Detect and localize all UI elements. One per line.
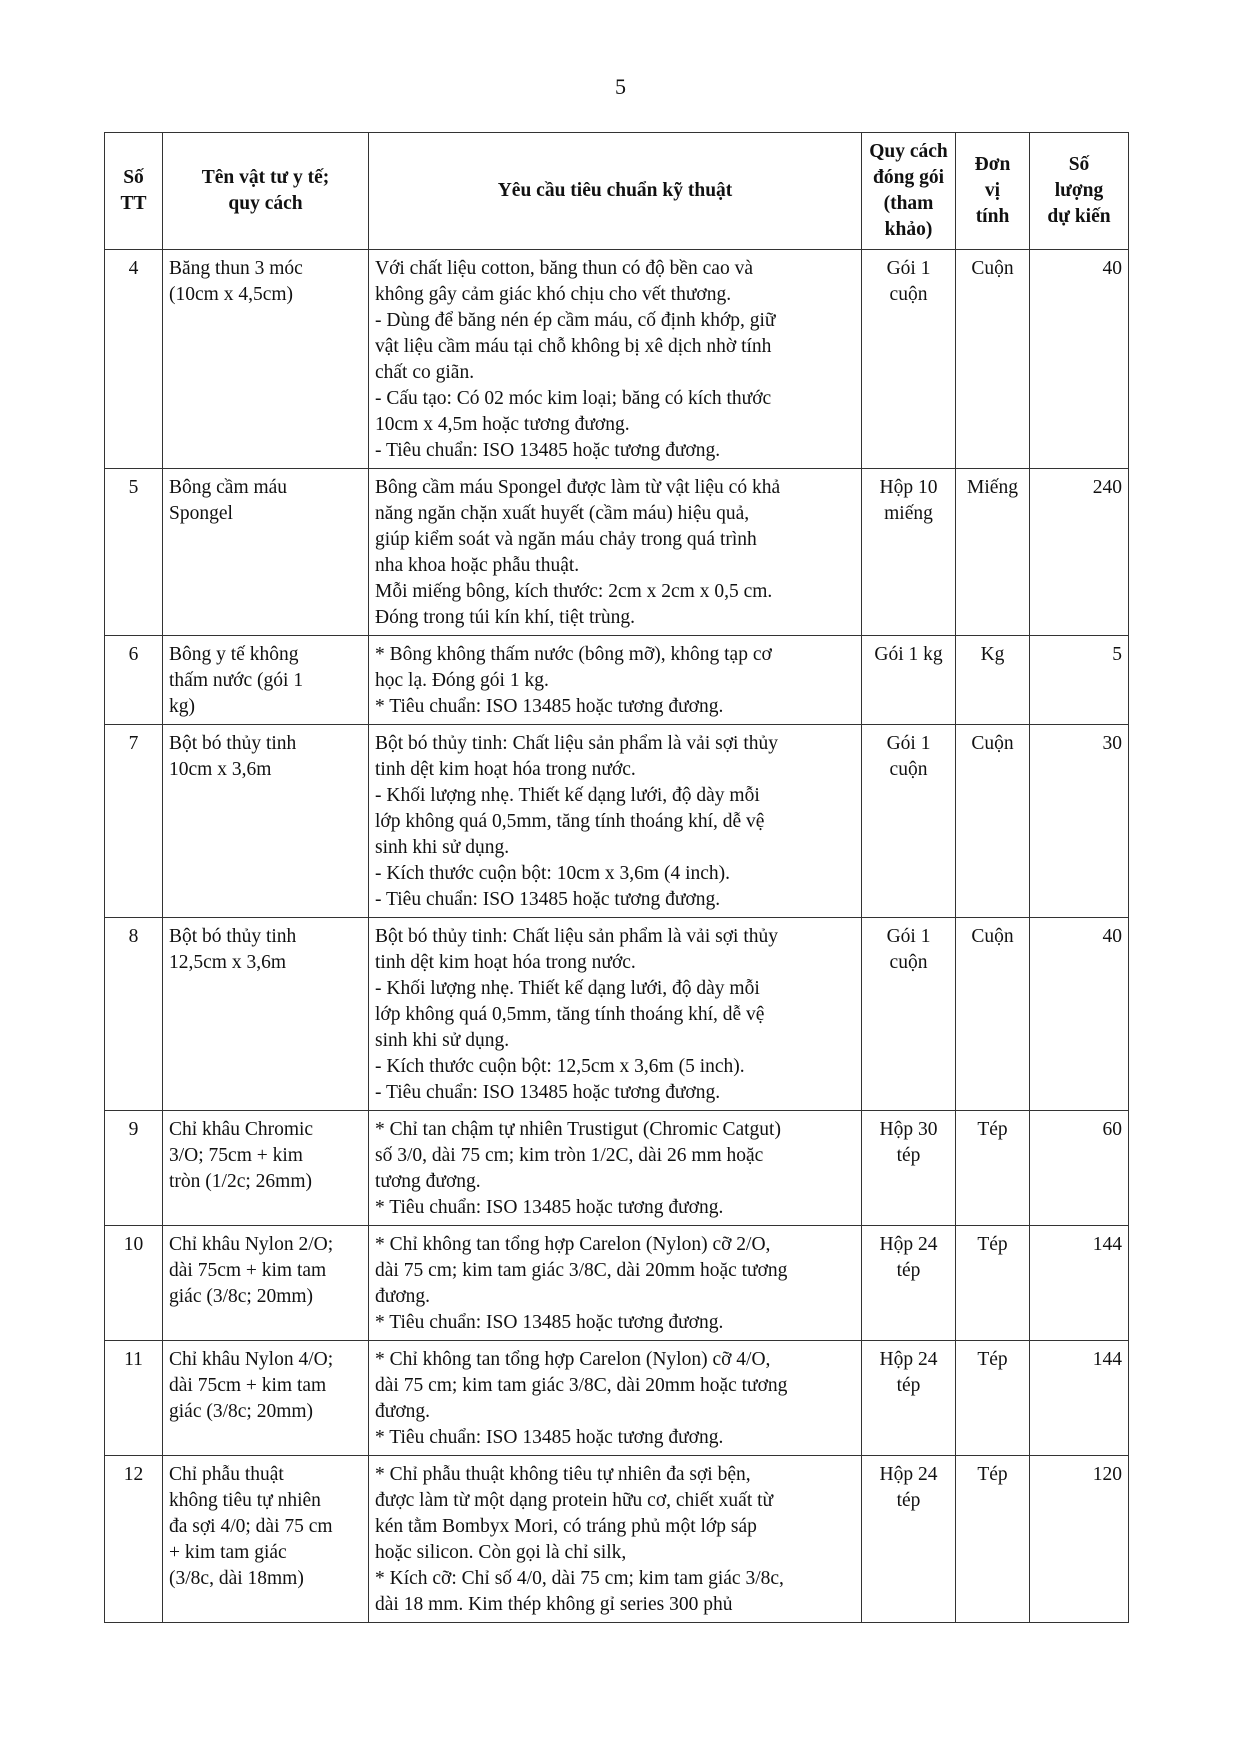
table-row [105,250,1129,469]
header-unit-line: vị [984,180,1001,201]
cell-requirements-line: - Kích thước cuộn bột: 12,5cm x 3,6m (5 inch). [375,1056,745,1077]
cell-stt [105,725,163,918]
cell-requirements-line: - Khối lượng nhẹ. Thiết kế dạng lưới, độ dày mỗi [375,978,760,999]
cell-requirements-line: hoặc silicon. Còn gọi là chỉ silk, [375,1542,627,1563]
cell-requirements-line: - Tiêu chuẩn: ISO 13485 hoặc tương đương. [375,889,721,910]
cell-unit [956,725,1030,918]
cell-unit [956,469,1030,636]
cell-quantity-line: 120 [1092,1464,1122,1485]
cell-item-name-line: 12,5cm x 3,6m [169,952,286,973]
cell-unit-line: Tép [977,1119,1008,1140]
cell-stt-line: 4 [128,258,139,279]
cell-requirements-line: đương. [375,1401,431,1422]
cell-requirements [369,469,862,636]
header-unit-line: Đơn [974,154,1011,175]
cell-stt-line: 8 [128,926,139,947]
cell-quantity-line: 40 [1102,258,1122,279]
cell-item-name [163,725,369,918]
cell-quantity-line: 240 [1092,477,1122,498]
cell-item-name [163,1111,369,1226]
cell-stt [105,1226,163,1341]
header-packaging-line: Quy cách [869,141,948,162]
cell-requirements [369,1341,862,1456]
cell-requirements-line: * Tiêu chuẩn: ISO 13485 hoặc tương đương. [375,1197,724,1218]
header-unit [956,133,1030,250]
cell-item-name [163,918,369,1111]
cell-unit-line: Tép [977,1234,1008,1255]
cell-quantity-line: 60 [1102,1119,1122,1140]
cell-item-name-line: Chỉ khâu Nylon 2/O; [169,1234,334,1255]
header-stt-line: Số [123,167,144,188]
cell-packaging-line: Hộp 30 [879,1119,938,1140]
cell-requirements-line: * Chỉ tan chậm tự nhiên Trustigut (Chromic Catgut) [375,1119,781,1140]
cell-packaging-line: Gói 1 [886,926,931,947]
table-row [105,1111,1129,1226]
cell-item-name-line: + kim tam giác [169,1542,287,1563]
cell-requirements [369,1456,862,1623]
cell-packaging [862,636,956,725]
cell-packaging-line: tép [896,1375,921,1396]
header-requirements [369,133,862,250]
cell-item-name-line: dài 75cm + kim tam [169,1375,327,1396]
cell-unit-line: Cuộn [971,926,1014,947]
cell-unit [956,250,1030,469]
cell-unit-line: Miếng [967,477,1018,498]
header-quantity-line: Số [1068,154,1090,175]
cell-unit-line: Cuộn [971,733,1014,754]
cell-packaging [862,1456,956,1623]
cell-requirements-line: vật liệu cầm máu tại chỗ không bị xê dịch nhờ tính [375,336,772,357]
cell-requirements-line: Bột bó thủy tinh: Chất liệu sản phẩm là vải sợi thủy [375,926,778,947]
cell-requirements [369,1226,862,1341]
cell-packaging-line: Hộp 24 [879,1234,938,1255]
table-body [105,250,1129,1623]
cell-unit [956,1111,1030,1226]
cell-quantity [1030,1111,1129,1226]
cell-requirements-line: học lạ. Đóng gói 1 kg. [375,670,549,691]
header-packaging-line: (tham [883,193,934,214]
cell-requirements-line: * Chỉ phẫu thuật không tiêu tự nhiên đa sợi bện, [375,1464,751,1485]
page-number: 5 [615,74,626,99]
cell-requirements [369,725,862,918]
cell-item-name-line: Bông cầm máu [169,477,288,498]
cell-quantity [1030,918,1129,1111]
header-quantity [1030,133,1129,250]
cell-requirements-line: Bông cầm máu Spongel được làm từ vật liệu có khả [375,477,781,498]
cell-packaging-line: Hộp 24 [879,1464,938,1485]
cell-item-name [163,1226,369,1341]
cell-requirements [369,1111,862,1226]
cell-unit [956,1226,1030,1341]
cell-stt [105,1341,163,1456]
cell-item-name-line: Bột bó thủy tinh [169,733,297,754]
cell-item-name-line: giác (3/8c; 20mm) [169,1286,314,1307]
cell-requirements-line: * Chỉ không tan tổng hợp Carelon (Nylon) cỡ 2/O, [375,1234,771,1255]
cell-packaging-line: Gói 1 [886,258,931,279]
cell-item-name-line: 10cm x 3,6m [169,759,272,780]
header-packaging-line: khảo) [884,219,933,240]
header-packaging-line: đóng gói [873,167,944,188]
cell-quantity-line: 144 [1092,1349,1122,1370]
cell-requirements-line: - Cấu tạo: Có 02 móc kim loại; băng có kích thước [375,388,772,409]
cell-quantity [1030,1341,1129,1456]
table-row [105,469,1129,636]
cell-requirements-line: * Tiêu chuẩn: ISO 13485 hoặc tương đương. [375,696,724,717]
cell-requirements-line: 10cm x 4,5m hoặc tương đương. [375,414,630,435]
cell-unit [956,918,1030,1111]
cell-item-name [163,250,369,469]
cell-requirements [369,250,862,469]
cell-stt [105,469,163,636]
table-row [105,1456,1129,1623]
cell-item-name-line: Spongel [169,503,233,524]
cell-stt-line: 12 [123,1464,144,1485]
cell-item-name-line: Bông y tế không [169,644,299,665]
cell-requirements-line: nha khoa hoặc phẫu thuật. [375,555,580,576]
cell-item-name-line: Bột bó thủy tinh [169,926,297,947]
cell-item-name-line: kg) [169,696,195,717]
cell-requirements-line: * Chỉ không tan tổng hợp Carelon (Nylon) cỡ 4/O, [375,1349,771,1370]
cell-requirements-line: dài 75 cm; kim tam giác 3/8C, dài 20mm hoặc tương [375,1375,788,1396]
cell-packaging-line: tép [896,1145,921,1166]
cell-unit-line: Tép [977,1464,1008,1485]
cell-requirements-line: tương đương. [375,1171,481,1192]
cell-packaging-line: Gói 1 kg [874,644,943,665]
table-row [105,1341,1129,1456]
cell-requirements-line: chất co giãn. [375,362,475,383]
cell-quantity [1030,1456,1129,1623]
cell-packaging-line: Hộp 24 [879,1349,938,1370]
cell-stt-line: 7 [128,733,139,754]
cell-requirements-line: đương. [375,1286,431,1307]
cell-requirements-line: dài 75 cm; kim tam giác 3/8C, dài 20mm hoặc tương [375,1260,788,1281]
cell-item-name-line: dài 75cm + kim tam [169,1260,327,1281]
cell-quantity-line: 5 [1112,644,1122,665]
cell-requirements-line: tinh dệt kim hoạt hóa trong nước. [375,759,636,780]
cell-requirements-line: sinh khi sử dụng. [375,837,510,858]
header-packaging [862,133,956,250]
table-row [105,918,1129,1111]
cell-packaging [862,1111,956,1226]
cell-quantity-line: 144 [1092,1234,1122,1255]
cell-requirements-line: Với chất liệu cotton, băng thun có độ bền cao và [375,258,753,279]
cell-requirements-line: không gây cảm giác khó chịu cho vết thương. [375,284,732,305]
cell-requirements-line: lớp không quá 0,5mm, tăng tính thoáng khí, dễ vệ [375,811,765,832]
cell-requirements-line: Mỗi miếng bông, kích thước: 2cm x 2cm x 0,5 cm. [375,581,773,602]
cell-requirements-line: tinh dệt kim hoạt hóa trong nước. [375,952,636,973]
specification-table [104,132,1129,1623]
cell-requirements-line: được làm từ một dạng protein hữu cơ, chiết xuất từ [375,1490,774,1511]
cell-item-name [163,1456,369,1623]
table-header-row [105,133,1129,250]
table-row [105,1226,1129,1341]
cell-requirements-line: năng ngăn chặn xuất huyết (cầm máu) hiệu quả, [375,503,750,524]
cell-unit-line: Tép [977,1349,1008,1370]
cell-stt [105,250,163,469]
cell-unit [956,1341,1030,1456]
cell-item-name-line: (3/8c, dài 18mm) [169,1568,304,1589]
table-row [105,725,1129,918]
cell-requirements-line: - Dùng để băng nén ép cầm máu, cố định khớp, giữ [375,310,776,331]
cell-packaging-line: Hộp 10 [879,477,938,498]
cell-stt-line: 5 [128,477,139,498]
table-row [105,636,1129,725]
cell-quantity-line: 40 [1102,926,1122,947]
cell-quantity [1030,636,1129,725]
cell-item-name [163,469,369,636]
cell-item-name [163,1341,369,1456]
cell-item-name-line: (10cm x 4,5cm) [169,284,294,305]
cell-item-name-line: không tiêu tự nhiên [169,1490,321,1511]
cell-item-name-line: Chỉ khâu Nylon 4/O; [169,1349,334,1370]
cell-stt-line: 6 [128,644,139,665]
cell-packaging [862,1341,956,1456]
cell-quantity [1030,1226,1129,1341]
cell-item-name-line: Chỉ phẫu thuật [169,1464,284,1485]
header-quantity-line: dự kiến [1047,206,1111,227]
cell-requirements-line: giúp kiểm soát và ngăn máu chảy trong quá trình [375,529,757,550]
cell-stt [105,1456,163,1623]
cell-item-name-line: thấm nước (gói 1 [169,670,304,691]
cell-stt [105,636,163,725]
cell-quantity [1030,469,1129,636]
cell-requirements-line: - Khối lượng nhẹ. Thiết kế dạng lưới, độ dày mỗi [375,785,760,806]
cell-item-name-line: đa sợi 4/0; dài 75 cm [169,1516,333,1537]
header-item-name-line: quy cách [228,193,303,214]
cell-requirements-line: lớp không quá 0,5mm, tăng tính thoáng khí, dễ vệ [375,1004,765,1025]
cell-item-name-line: giác (3/8c; 20mm) [169,1401,314,1422]
cell-requirements-line: * Bông không thấm nước (bông mỡ), không tạp cơ [375,644,772,665]
cell-stt [105,1111,163,1226]
cell-stt-line: 11 [124,1349,143,1370]
cell-quantity [1030,725,1129,918]
cell-quantity-line: 30 [1102,733,1122,754]
cell-requirements-line: - Kích thước cuộn bột: 10cm x 3,6m (4 inch). [375,863,731,884]
cell-requirements-line: kén tằm Bombyx Mori, có tráng phủ một lớp sáp [375,1516,757,1537]
cell-stt-line: 10 [123,1234,144,1255]
cell-item-name-line: Chỉ khâu Chromic [169,1119,314,1140]
cell-requirements-line: sinh khi sử dụng. [375,1030,510,1051]
cell-requirements-line: * Tiêu chuẩn: ISO 13485 hoặc tương đương. [375,1312,724,1333]
header-unit-line: tính [975,206,1010,227]
cell-packaging-line: cuộn [889,759,928,780]
cell-packaging [862,250,956,469]
cell-requirements-line: dài 18 mm. Kim thép không gỉ series 300 phủ [375,1594,733,1615]
cell-requirements [369,918,862,1111]
cell-packaging-line: tép [896,1260,921,1281]
cell-item-name-line: Băng thun 3 móc [169,258,303,279]
cell-packaging-line: cuộn [889,284,928,305]
header-stt-line: TT [120,193,147,214]
cell-item-name-line: 3/O; 75cm + kim [169,1145,303,1166]
cell-stt-line: 9 [128,1119,139,1140]
cell-requirements-line: Bột bó thủy tinh: Chất liệu sản phẩm là vải sợi thủy [375,733,778,754]
cell-packaging [862,725,956,918]
cell-requirements-line: số 3/0, dài 75 cm; kim tròn 1/2C, dài 26 mm hoặc [375,1145,764,1166]
cell-unit [956,636,1030,725]
header-quantity-line: lượng [1054,180,1104,201]
cell-quantity [1030,250,1129,469]
cell-requirements [369,636,862,725]
cell-packaging [862,1226,956,1341]
cell-item-name-line: tròn (1/2c; 26mm) [169,1171,312,1192]
cell-requirements-line: - Tiêu chuẩn: ISO 13485 hoặc tương đương. [375,440,721,461]
cell-requirements-line: * Tiêu chuẩn: ISO 13485 hoặc tương đương. [375,1427,724,1448]
cell-packaging-line: miếng [884,503,933,524]
header-item-name [163,133,369,250]
cell-item-name [163,636,369,725]
header-item-name-line: Tên vật tư y tế; [201,167,330,188]
cell-requirements-line: Đóng trong túi kín khí, tiệt trùng. [375,607,635,628]
header-requirements-line: Yêu cầu tiêu chuẩn kỹ thuật [497,180,733,201]
header-stt [105,133,163,250]
cell-requirements-line: * Kích cỡ: Chỉ số 4/0, dài 75 cm; kim tam giác 3/8c, [375,1568,784,1589]
cell-stt [105,918,163,1111]
cell-unit [956,1456,1030,1623]
cell-unit-line: Kg [980,644,1005,665]
cell-unit-line: Cuộn [971,258,1014,279]
cell-packaging-line: tép [896,1490,921,1511]
cell-packaging-line: Gói 1 [886,733,931,754]
cell-requirements-line: - Tiêu chuẩn: ISO 13485 hoặc tương đương. [375,1082,721,1103]
cell-packaging [862,469,956,636]
cell-packaging [862,918,956,1111]
cell-packaging-line: cuộn [889,952,928,973]
